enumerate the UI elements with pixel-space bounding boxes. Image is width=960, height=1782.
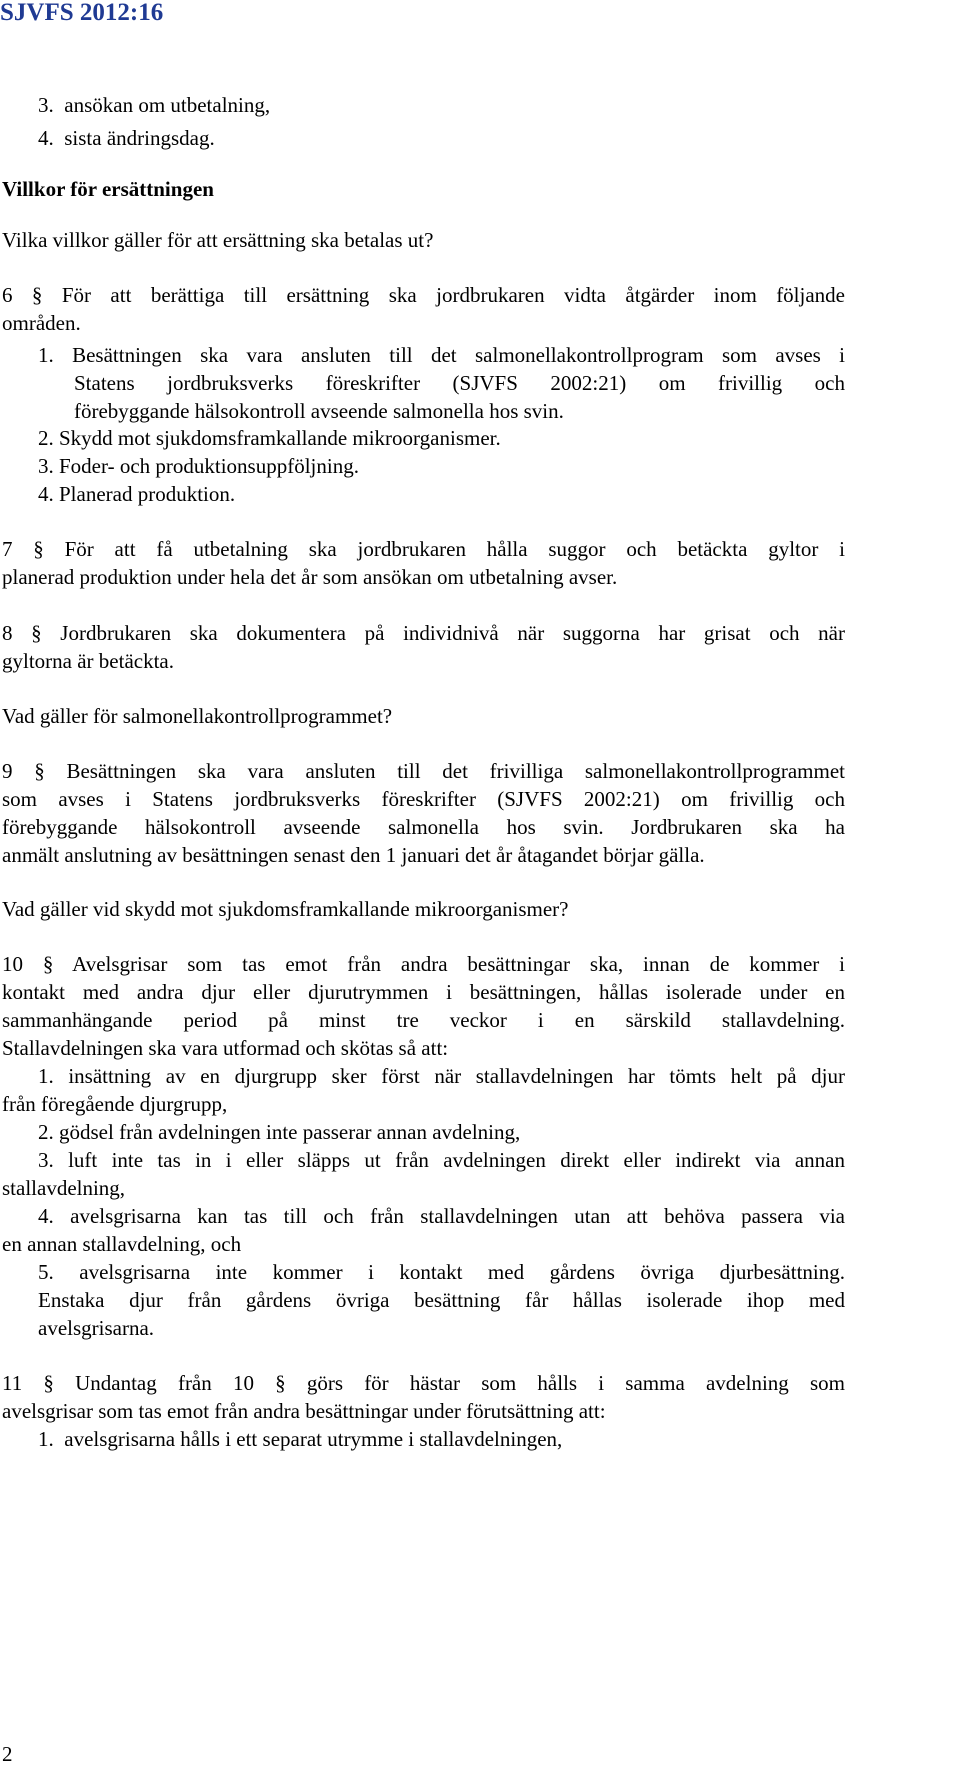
list-item: 3. ansökan om utbetalning, — [38, 93, 271, 117]
list-item: 5. avelsgrisarna inte kommer i kontakt med gårdens övriga djurbesättning. — [38, 1260, 845, 1284]
paragraph-line: 9 § Besättningen ska vara ansluten till det frivilliga salmonellakontrollprogrammet — [2, 759, 845, 783]
paragraph-line: förebyggande hälsokontroll avseende salmonella hos svin. Jordbrukaren ska ha — [2, 815, 845, 839]
paragraph-line: 6 § För att berättiga till ersättning ska jordbrukaren vidta åtgärder inom följande — [2, 283, 845, 307]
list-item: 4. sista ändringsdag. — [38, 126, 215, 150]
paragraph-line: områden. — [2, 311, 81, 335]
list-item-continuation: Enstaka djur från gårdens övriga besättning får hållas isolerade ihop med — [38, 1288, 845, 1312]
list-item: 4. avelsgrisarna kan tas till och från stallavdelningen utan att behöva passera via — [38, 1204, 845, 1228]
list-item-continuation: Statens jordbruksverks föreskrifter (SJVFS 2002:21) om frivillig och — [74, 371, 845, 395]
list-item: 1. insättning av en djurgrupp sker först när stallavdelningen har tömts helt på djur — [38, 1064, 845, 1088]
list-item-continuation: från föregående djurgrupp, — [2, 1092, 228, 1116]
list-item: 1. avelsgrisarna hålls i ett separat utrymme i stallavdelningen, — [38, 1427, 563, 1451]
list-item: 3. luft inte tas in i eller släpps ut från avdelningen direkt eller indirekt via annan — [38, 1148, 845, 1172]
list-item-continuation: avelsgrisarna. — [38, 1316, 155, 1340]
paragraph-line: anmält anslutning av besättningen senast den 1 januari det år åtagandet börjar gälla. — [2, 843, 705, 867]
sub-heading: Vilka villkor gäller för att ersättning ska betalas ut? — [2, 228, 434, 252]
sub-heading: Vad gäller vid skydd mot sjukdomsframkallande mikroorganismer? — [2, 897, 569, 921]
paragraph-line: som avses i Statens jordbruksverks föreskrifter (SJVFS 2002:21) om frivillig och — [2, 787, 845, 811]
page-number: 2 — [2, 1742, 13, 1766]
paragraph-line: 7 § För att få utbetalning ska jordbrukaren hålla suggor och betäckta gyltor i — [2, 537, 845, 561]
paragraph-line: 11 § Undantag från 10 § görs för hästar som hålls i samma avdelning som — [2, 1371, 845, 1395]
paragraph-line: gyltorna är betäckta. — [2, 649, 174, 673]
section-heading: Villkor för ersättningen — [2, 177, 214, 201]
paragraph-line: avelsgrisar som tas emot från andra besättningar under förutsättning att: — [2, 1399, 606, 1423]
paragraph-line: planerad produktion under hela det år som ansökan om utbetalning avser. — [2, 565, 618, 589]
paragraph-line: Stallavdelningen ska vara utformad och skötas så att: — [2, 1036, 449, 1060]
list-item: 4. Planerad produktion. — [38, 482, 236, 506]
paragraph-line: sammanhängande period på minst tre veckor i en särskild stallavdelning. — [2, 1008, 845, 1032]
list-item-continuation: stallavdelning, — [2, 1176, 126, 1200]
sub-heading: Vad gäller för salmonellakontrollprogrammet? — [2, 704, 393, 728]
list-item-continuation: förebyggande hälsokontroll avseende salmonella hos svin. — [74, 399, 564, 423]
list-item: 2. gödsel från avdelningen inte passerar annan avdelning, — [38, 1120, 521, 1144]
paragraph-line: 8 § Jordbrukaren ska dokumentera på individnivå när suggorna har grisat och när — [2, 621, 845, 645]
document-header: SJVFS 2012:16 — [0, 0, 164, 26]
list-item-continuation: en annan stallavdelning, och — [2, 1232, 242, 1256]
paragraph-line: kontakt med andra djur eller djurutrymmen i besättningen, hållas isolerade under en — [2, 980, 845, 1004]
list-item: 2. Skydd mot sjukdomsframkallande mikroorganismer. — [38, 426, 501, 450]
list-item: 1. Besättningen ska vara ansluten till det salmonellakontrollprogram som avses i — [38, 343, 845, 367]
list-item: 3. Foder- och produktionsuppföljning. — [38, 454, 359, 478]
paragraph-line: 10 § Avelsgrisar som tas emot från andra besättningar ska, innan de kommer i — [2, 952, 845, 976]
